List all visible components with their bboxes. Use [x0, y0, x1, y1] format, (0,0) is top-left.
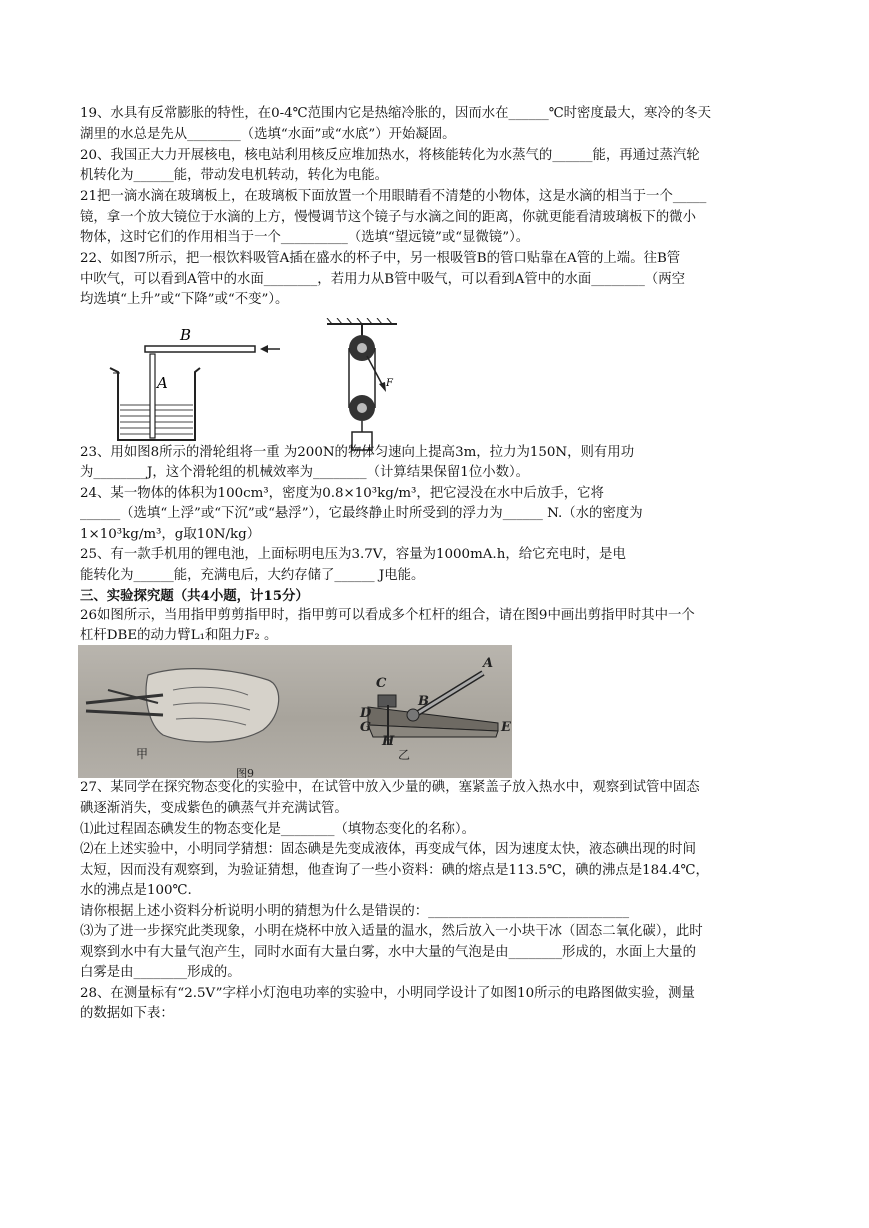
q19-line2: 湖里的水总是先从________（选填“水面”或“水底”）开始凝固。 — [80, 127, 456, 142]
q27-line9: 观察到水中有大量气泡产生，同时水面有大量白雾，水中大量的气泡是由________形成的，水面上大量的 — [80, 945, 696, 960]
q28-line1: 28、在测量标有“2.5V”字样小灯泡电功率的实验中，小明同学设计了如图10所示的电路图做实验，测量 — [80, 986, 695, 1001]
label-jia: 甲 — [136, 747, 149, 761]
q24-line1: 24、某一物体的体积为100cm³，密度为0.8×10³kg/m³，把它浸没在水中后放手，它将 — [80, 486, 604, 501]
q23-line1: 23、用如图8所示的滑轮组将一重 为200N的物体匀速向上提高3m，拉力为150N，则有用功 — [80, 445, 635, 460]
label-c-clipper: C — [376, 676, 387, 691]
label-a-clipper: A — [483, 656, 494, 671]
q19-line1: 19、水具有反常膨胀的特性，在0-4℃范围内它是热缩冷胀的，因而水在______℃时密度最大，寒冷的冬天 — [80, 106, 711, 121]
q22-line3: 均选填“上升”或“下降”或“不变”）。 — [80, 292, 289, 307]
q22-line1: 22、如图7所示，把一根饮料吸管A插在盛水的杯子中，另一根吸管B的管口贴靠在A管的上端。往B管 — [80, 251, 681, 266]
label-b: B — [180, 326, 192, 344]
q28-line2: 的数据如下表： — [80, 1006, 174, 1021]
label-d-clipper: D — [360, 706, 372, 721]
q27-line7: 请你根据上述小资料分析说明小明的猜想为什么是错误的：______________________________ — [80, 904, 630, 919]
q27-line2: 碘逐渐消失，变成紫色的碘蒸气并充满试管。 — [80, 801, 348, 816]
q27-line5: 太短，因而没有观察到，为验证猜想，他查询了一些小资料：碘的熔点是113.5℃，碘的沸点是184.4℃， — [80, 863, 709, 878]
label-g-clipper: G — [360, 720, 372, 735]
figure-9-drawing — [78, 645, 512, 778]
figure-7-straw-beaker — [100, 320, 280, 445]
section-3-heading: 三、实验探究题（共4小题，计15分） — [80, 588, 309, 604]
q25-line2: 能转化为______能，充满电后，大约存储了______ J电能。 — [80, 568, 425, 583]
figure-9-nail-clipper — [78, 645, 512, 778]
q27-line3: ⑴此过程固态碘发生的物态变化是________（填物态变化的名称）。 — [80, 822, 476, 837]
label-e-clipper: E — [501, 720, 511, 735]
figure-9-caption: 图9 — [236, 767, 254, 778]
q20-line2: 机转化为______能，带动发电机转动，转化为电能。 — [80, 168, 388, 183]
q24-line3: 1×10³kg/m³，g取10N/kg） — [80, 527, 261, 542]
q27-line1: 27、某同学在探究物态变化的实验中，在试管中放入少量的碘，塞紧盖子放入热水中，观察到试管中固态 — [80, 780, 700, 795]
figure-8-pulley — [322, 318, 422, 463]
q25-line1: 25、有一款手机用的锂电池，上面标明电压为3.7V，容量为1000mA.h，给它充电时，是电 — [80, 547, 626, 562]
label-f: F — [386, 378, 393, 389]
q27-line10: 白雾是由________形成的。 — [80, 965, 241, 980]
label-b-clipper: B — [418, 694, 429, 709]
q27-line8: ⑶为了进一步探究此类现象，小明在烧杯中放入适量的温水，然后放入一小块干冰（固态二氧化碳），此时 — [80, 924, 703, 939]
q20-line1: 20、我国正大力开展核电，核电站利用核反应堆加热水，将核能转化为水蒸气的______能，再通过蒸汽轮 — [80, 148, 700, 163]
q21-line2: 镜，拿一个放大镜位于水滴的上方，慢慢调节这个镜子与水滴之间的距离，你就更能看清玻璃板下的微小 — [80, 210, 696, 225]
q26-line2: 杠杆DBE的动力臂L₁和阻力F₂ 。 — [80, 628, 278, 643]
q27-line4: ⑵在上述实验中，小明同学猜想：固态碘是先变成液体，再变成气体，因为速度太快，液态碘出现的时间 — [80, 842, 696, 857]
q21-line3: 物体，这时它们的作用相当于一个__________（选填“望远镜”或“显微镜”）。 — [80, 230, 530, 245]
label-a: A — [157, 374, 168, 392]
q21-line1: 21把一滴水滴在玻璃板上，在玻璃板下面放置一个用眼睛看不清楚的小物体，这是水滴的相当于一个_____ — [80, 189, 707, 204]
q22-line2: 中吹气，可以看到A管中的水面________，若用力从B管中吸气，可以看到A管中的水面________（两空 — [80, 272, 685, 287]
label-yi: 乙 — [398, 748, 411, 762]
q23-line2: 为________J，这个滑轮组的机械效率为________（计算结果保留1位小数）。 — [80, 465, 530, 480]
q27-line6: 水的沸点是100℃. — [80, 883, 192, 898]
label-h-clipper: H — [382, 734, 395, 749]
q24-line2: ______（选填“上浮”或“下沉”或“悬浮”），它最终静止时所受到的浮力为______ N.（水的密度为 — [80, 506, 643, 521]
q26-line1: 26如图所示，当用指甲剪剪指甲时，指甲剪可以看成多个杠杆的组合，请在图9中画出剪指甲时其中一个 — [80, 608, 695, 623]
